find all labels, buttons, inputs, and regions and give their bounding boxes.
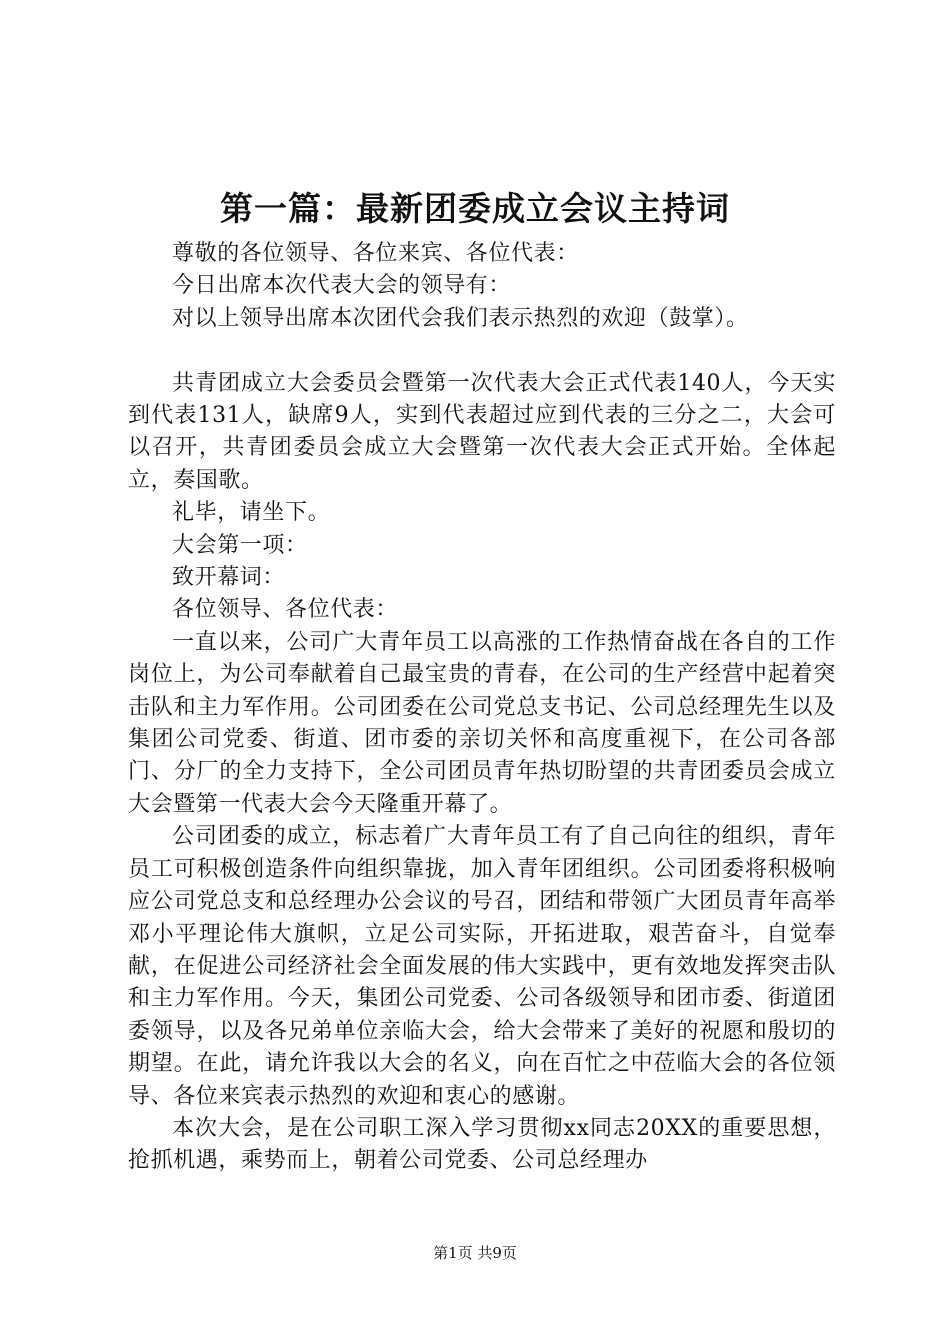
paragraph-body-1: 一直以来，公司广大青年员工以高涨的工作热情奋战在各自的工作岗位上，为公司奉献着自己最宝贵的青春，在公司的生产经营中起着突击队和主力军作用。公司团委在公司党总支书记、公司总经理先生以及集团公司党委、街道、团市委的亲切关怀和高度重视下，在公司各部门、分厂的全力支持下，全公司团员青年热切盼望的共青团委员会成立大会暨第一代表大会今天隆重开幕了。	[128, 629, 836, 817]
paragraph-greeting: 尊敬的各位领导、各位来宾、各位代表：	[172, 241, 579, 266]
paragraph-item-one: 大会第一项：	[172, 532, 308, 558]
paragraph-body-2: 公司团委的成立，标志着广大青年员工有了自己向往的组织，青年员工可积极创造条件向组织靠拢，加入青年团组织。公司团委将积极响应公司党总支和总经理办公会议的号召，团结和带领广大团员青年高举邓小平理论伟大旗帜，立足公司实际，开拓进取，艰苦奋斗，自觉奉献，在促进公司经济社会全面发展的伟大实践中，更有效地发挥突击队和主力军作用。今天，集团公司党委、公司各级领导和团市委、街道团委领导，以及各兄弟单位亲临大会，给大会带来了美好的祝愿和殷切的期望。在此，请允许我以大会的名义，向在百忙之中莅临大会的各位领导、各位来宾表示热烈的欢迎和衷心的感谢。	[128, 824, 836, 1109]
paragraph-leaders: 今日出席本次代表大会的领导有：	[172, 273, 512, 299]
paragraph-address: 各位领导、各位代表：	[172, 597, 399, 623]
paragraph-welcome: 对以上领导出席本次团代会我们表示热烈的欢迎（鼓掌）。	[172, 305, 749, 331]
document-body	[128, 238, 836, 1178]
paragraph-attendance: 共青团成立大会委员会暨第一次代表大会正式代表140人，今天实到代表131人，缺席9人，实到代表超过应到代表的三分之二，大会可以召开，共青团委员会成立大会暨第一次代表大会正式开始。全体起立，奏国歌。	[128, 370, 836, 493]
paragraph-body-3: 本次大会，是在公司职工深入学习贯彻xx同志20XX的重要思想，抢抓机遇，乘势而上，朝着公司党委、公司总经理办	[128, 1115, 836, 1174]
paragraph-opening-speech: 致开幕词：	[172, 565, 286, 591]
document-title: 第一篇：最新团委成立会议主持词	[220, 189, 730, 228]
page-footer: 第1页 共9页	[433, 1244, 517, 1262]
paragraph-be-seated: 礼毕，请坐下。	[172, 500, 331, 526]
blank-line	[128, 335, 836, 367]
